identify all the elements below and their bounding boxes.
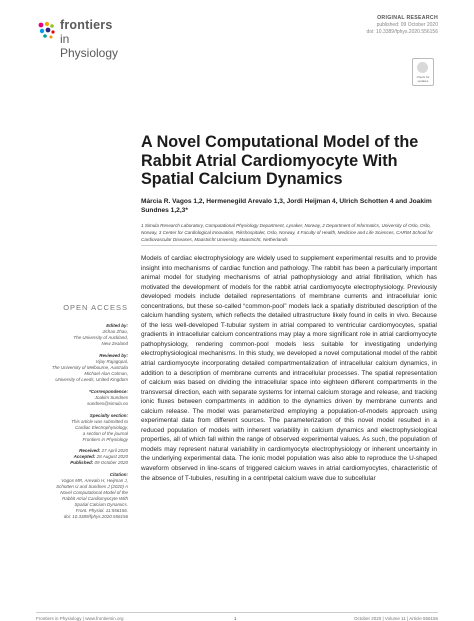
specialty-label: Specialty section: [89, 413, 128, 418]
brand-name: frontiers [60, 18, 113, 32]
reviewed-by: Vijay Rajagopal, The University of Melbourne, Australia Michael Alan Colman, University of Leeds, United Kingdom [51, 359, 128, 382]
article-doi[interactable]: doi: 10.3389/fphys.2020.556156 [366, 29, 438, 35]
page-number: 1 [234, 616, 237, 621]
accepted-date: 28 August 2020 [96, 454, 128, 459]
footer-divider [36, 612, 438, 613]
citation-label: Citation: [109, 472, 128, 477]
article-type: ORIGINAL RESEARCH [377, 15, 438, 21]
check-badge-label: Check for updates [416, 75, 430, 83]
article-sidebar [36, 305, 128, 520]
reviewed-by-label: Reviewed by: [99, 353, 128, 358]
abstract-text: Models of cardiac electrophysiology are widely used to supplement experimental results and to provide insight into mechanisms of cardiac function and pathology. The rabbit has been a particularly important animal model for studying mechanisms of atrial pathophysiology and atrial fibrillation, which has motivated the development of models for the rabbit atrial cardiomyocyte electrophysiology. Previously developed models include detailed representations of membrane currents and intracellular ionic concentrations, but these so-called “common-pool” models lack a spatially distributed description of the calcium handling system, which reflects the detailed ultrastructure likely found in cells in vivo. Because of the less well-developed T-tubular system in atrial compared to ventricular cardiomyocytes, spatial gradients in intracellular calcium concentrations may play a more significant role in atrial cardiomyocyte pathophysiology, rendering common-pool models less suitable for investigating underlying electrophysiological mechanisms. In this study, we developed a novel computational model of the rabbit atrial cardiomyocyte incorporating detailed compartmentalization of intracellular calcium dynamics, in addition to a description of membrane currents and intracellular processes. The spatial representation of calcium was based on dividing the intracellular space into eighteen different compartments in the transversal direction, each with separate systems for internal calcium storage and release, and tracking ionic fluxes between compartments in addition to the dynamics driven by membrane currents and calcium release. The model was parameterized employing a population-of-models approach using experimental data from different sources. The parameterization of this novel model resulted in a reduced population of models with inherent variability in calcium dynamics and electrophysiological properties, all of which fall within the range of observed experimental values. As such, the population of models may represent natural variability in cardiomyocyte electrophysiology or inherent uncertainty in the underlying experimental data. The ionic model population was also able to reproduce the U-shaped waveform observed in line-scans of triggered calcium waves in atrial cardiomyocytes, characteristic of the absence of T-tubules, resulting in a centripetal calcium wave due to subcellular [141, 255, 437, 482]
article-meta [367, 15, 438, 36]
published-date-sidebar: 09 October 2020 [94, 460, 128, 465]
accepted-label: Accepted: [73, 454, 96, 459]
update-icon [417, 62, 428, 73]
specialty-section: This article was submitted to Cardiac Electrophysiology, a section of the journal Frontiers in Physiology [71, 419, 128, 442]
correspondence-label: *Correspondence: [88, 389, 128, 394]
footer-journal[interactable]: Frontiers in Physiology | www.frontiersin.org [36, 616, 124, 621]
published-row [36, 460, 128, 466]
article-title: A Novel Computational Model of the Rabbit Atrial Cardiomyocyte With Spatial Calcium Dynamics [141, 133, 419, 188]
author-list: Márcia R. Vagos 1,2, Hermenegild Arevalo 1,3, Jordi Heijman 4, Ulrich Schotten 4 and Joakim Sundnes 1,2,3* [141, 198, 432, 214]
check-for-updates-badge[interactable] [412, 58, 434, 86]
citation: Vagos MR, Arevalo H, Heijman J, Schotten U and Sundnes J (2020) A Novel Computational Model of the Rabbit Atrial Cardiomyocyte With Spatial Calcium Dynamics. Front. Physiol. 11:556156. doi: 10.3389/fphys.2020.556156 [56, 478, 128, 519]
correspondence[interactable]: Joakim Sundnes sundnes@simula.no [87, 395, 128, 406]
journal-name: in Physiology [60, 32, 119, 60]
title-divider [141, 245, 437, 246]
frontiers-logo-icon [36, 20, 56, 40]
published-label: Published: [70, 460, 94, 465]
footer-volume: October 2020 | Volume 11 | Article 556156 [353, 616, 438, 621]
frontiers-logo[interactable] [36, 18, 126, 60]
received-label: Received: [79, 448, 101, 453]
edited-by-label: Edited by: [106, 323, 128, 328]
published-date: published: 09 October 2020 [376, 22, 438, 28]
received-date: 27 April 2020 [101, 448, 128, 453]
edited-by: Jichao Zhao, The University of Auckland, New Zealand [73, 329, 128, 346]
open-access-label: OPEN ACCESS [63, 303, 128, 312]
affiliations: 1 Simula Research Laboratory, Computational Physiology Department, Lysaker, Norway, 2 Department of Informatics, University of Oslo, Oslo, Norway, 3 Center for Cardiological Innovation, Rikshospitalet, Oslo, Norway, 4 Faculty of Health, Medicine and Life Sciences, CARIM School for Cardiovascular Diseases, Maastricht University, Maastricht, Netherlands [141, 223, 433, 242]
